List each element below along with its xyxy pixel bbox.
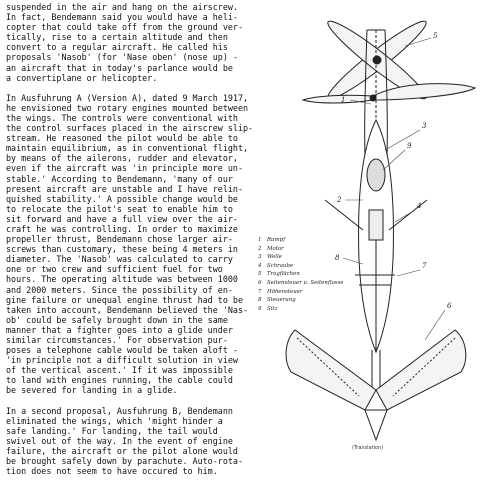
text-line: present aircraft are unstable and I have relin- [6,183,243,194]
text-line: taken into account, Bendemann believed the 'Nas- [6,304,249,315]
callout-5: 5 [433,32,438,40]
paragraph-1 [6,2,274,83]
text-line: be brought safely down by parachute. Auto-rota- [6,456,243,467]
text-line: to relocate the pilot's seat to enable him to [6,203,233,214]
text-line: hours. The operating altitude was between 1000 [6,274,238,285]
legend-number: 5 [258,271,262,278]
text-line: screws than customary, these being 4 meters in [6,244,238,255]
text-line: of the vertical ascent.' If it was impossible [6,365,233,376]
paragraph-3 [6,406,274,477]
callout-6: 6 [447,302,452,310]
legend-item [258,279,368,288]
text-line: to land with engines running, the cable could [6,375,233,386]
legend-number: 8 [258,297,262,304]
text-line: even if the aircraft was 'in principle more un- [6,163,243,174]
text-line: eliminated the wings, which 'might hinder a [6,415,223,426]
legend-number: 4 [258,262,262,269]
callout-1: 1 [341,96,346,104]
text-line: maintain equilibrium, as in conventional flight, [6,143,249,154]
legend-number: 3 [258,254,262,261]
text-line: a convertiplane or helicopter. [6,72,158,83]
legend-number: 7 [258,288,262,295]
text-line: swivel out of the way. In the event of engine [6,435,233,446]
legend-number: 6 [258,279,262,286]
legend-number: 9 [258,305,262,312]
text-line: an aircraft that in today's parlance would be [6,62,233,73]
text-line: convert to a regular aircraft. He called his [6,42,228,53]
text-line: tion does not seem to have occured to him. [6,466,218,477]
text-line: similar circumstances.' For observation pur- [6,335,228,345]
text-line: and 2000 meters. Since the possibility of en- [6,284,233,295]
text-line: diameter. The 'Nasob' was calculated to carry [6,254,233,265]
legend-item [258,305,368,314]
text-line: stream. He reasoned the pilot would be able to [6,133,238,144]
body-text-column [6,2,274,486]
text-line: 'in principle not a difficult solution in view [6,355,238,366]
text-line: he envisioned two rotary engines mounted between [6,102,249,113]
text-line: the wings. The controls were conventional with [6,112,238,123]
text-line: stable.' According to Bendemann, 'many of our [6,173,233,184]
text-line: In Ausfuhrung A (Version A), dated 9 March 1917, [6,92,249,103]
figure-legend [258,236,368,313]
legend-label: Sitz [267,305,278,312]
legend-item [258,253,368,262]
callout-8: 8 [335,254,340,262]
text-line: propeller thrust, Bendemann chose larger air- [6,234,233,245]
legend-item [258,288,368,297]
aircraft-drawing [255,0,500,460]
legend-item [258,245,368,254]
callout-3: 3 [422,122,427,130]
text-line: quished stability.' A possible change would be [6,193,238,204]
text-line: In fact, Bendemann said you would have a heli- [6,12,238,23]
legend-label: Rumpf [267,237,286,243]
paragraph-2 [6,93,274,396]
text-line: craft he was controlling. In order to maximize [6,223,238,234]
text-line: failure, the aircraft or the pilot alone would [6,445,238,456]
legend-label: Tragflächen [267,271,300,278]
text-line: manner that a fighter goes into a glide under [6,324,233,335]
callout-4: 4 [417,202,422,210]
text-line: gine failure or unequal engine thrust had to be [6,294,243,305]
text-line: sit forward and have a full view over the air- [6,213,238,224]
legend-label: Welle [267,254,282,261]
legend-label: Motor [267,245,284,252]
legend-label: Schraube [267,262,294,269]
legend-item [258,236,368,245]
legend-number: 1 [258,237,262,243]
text-line: ob' could be safely brought down in the same [6,314,228,325]
text-line: the control surfaces placed in the airscrew slip- [6,123,254,134]
text-line: suspended in the air and hang on the airscrew. [6,2,238,12]
text-line: one or two crew and sufficient fuel for two [6,264,223,275]
callout-9: 9 [407,142,412,150]
text-line: safe landing.' For landing, the tail would [6,425,218,436]
text-line: by means of the ailerons, rudder and elevator, [6,153,238,164]
legend-label: Höhensteuer [267,288,303,295]
legend-label: Seitensteuer u. Seitenflosse [267,279,344,286]
text-line: copter that could take off from the ground ver- [6,22,243,33]
callout-2: 2 [337,196,342,204]
text-line: In a second proposal, Ausfuhrung B, Bendemann [6,405,233,416]
text-line: poses a telephone cable would be taken aloft - [6,345,238,356]
legend-item [258,262,368,271]
text-line: be severed for landing in a glide. [6,385,178,396]
legend-item [258,270,368,279]
legend-label: Steuerung [267,297,296,304]
callout-7: 7 [422,262,427,270]
text-line: tically, rise to a certain altitude and then [6,32,228,43]
legend-number: 2 [258,245,262,252]
text-line: proposals 'Nasob' (for 'Nase oben' (nose up) - [6,52,238,63]
legend-item [258,296,368,305]
figure-caption: (Translation) [352,445,384,451]
